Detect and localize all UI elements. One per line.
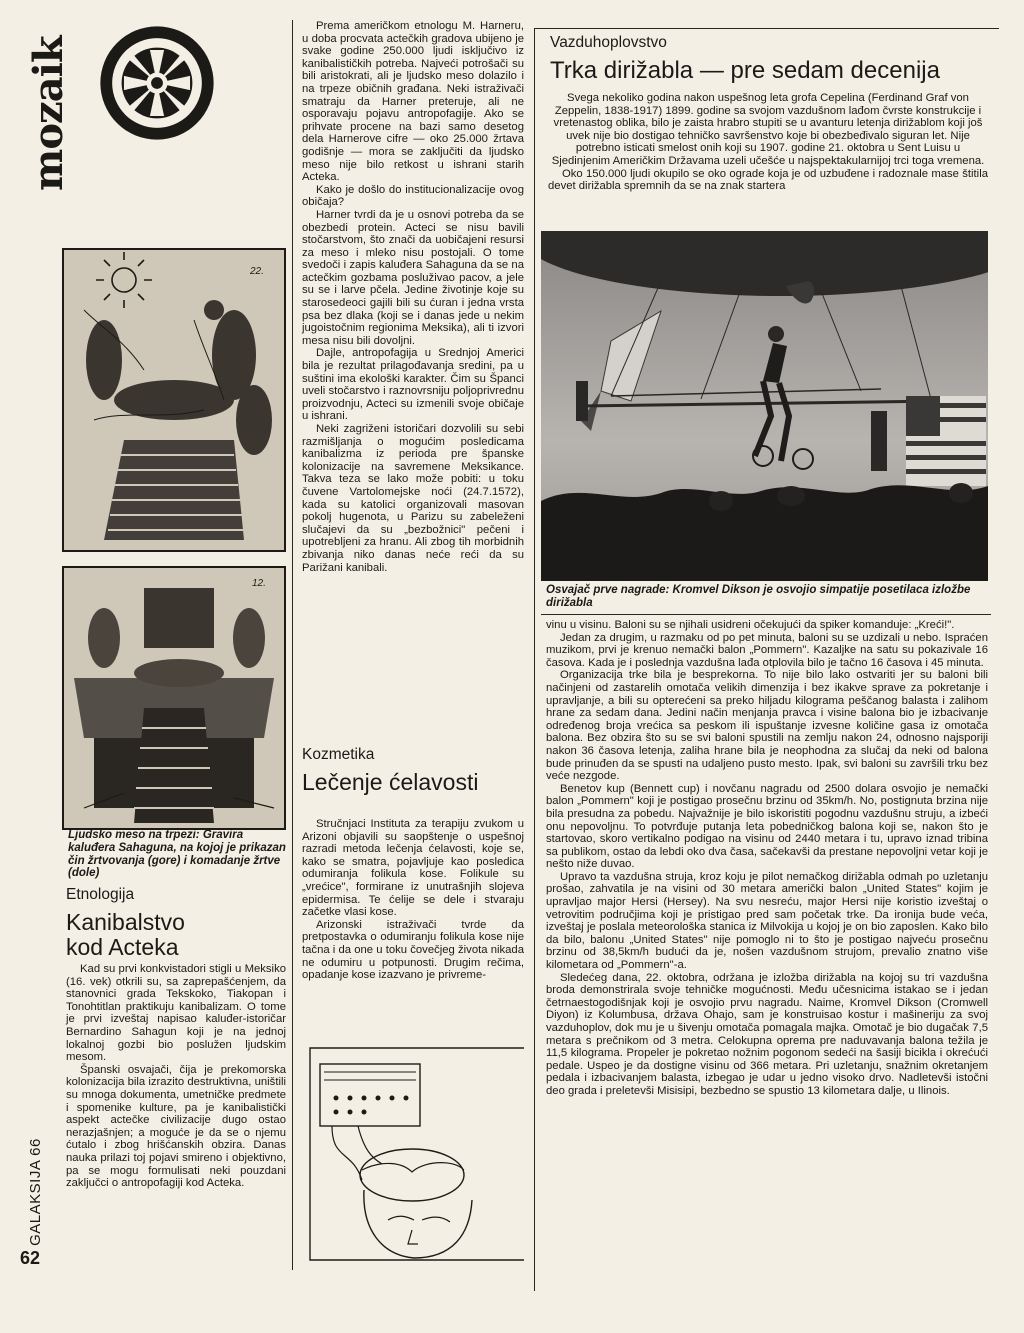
airship-photo-scene — [541, 231, 988, 581]
engraving-top-mark: 22. — [250, 266, 264, 277]
article-title-trka-dirizabla: Trka dirižabla — pre sedam decenija — [550, 57, 940, 84]
section-logo-mozaik: mozaik — [25, 36, 72, 191]
paragraph: Kad su prvi konkvistadori stigli u Meksiko (16. vek) otkrili su, sa zaprepašćenjem, da stanovnici grada Tekskoko, Tiakopan i Tonohtitlan praktikuju kanibalizam. O tome je prvi izveštaj napisao kaluđer-istoričar Bernardino Sahagun koji je na jednoj lokalnoj gozbi bio poslužen ljudskim mesom. — [66, 963, 286, 1064]
publication-name: GALAKSIJA 66 — [27, 1138, 44, 1246]
paragraph: Španski osvajači, čija je prekomorska kolonizacija bila izrazito destruktivna, uništili su mnoga dokumenta, umetničke predmete i spomenike kulture, pa je kanibalistički aspekt actečke civilizacije dugo ostao nerazjašnjen; a moguće je da se o njemu ćutalo i zbog hrišćanskih obzira. Danas nauka prilazi toj pojavi smireno i objektivno, pa se mogu formulisati neki pouzdani zaključci o antropofagiji kod Acteka. — [66, 1063, 286, 1190]
photo-caption: Osvajač prve nagrade: Kromvel Dikson je osvojio simpatije posetilaca izložbe dirižabla — [546, 584, 971, 609]
page-number: 62 — [20, 1248, 41, 1268]
sound-therapy-illustration — [302, 1040, 524, 1270]
celavost-column — [302, 818, 524, 982]
title-line-2: kod Acteka — [66, 934, 179, 960]
paragraph: vinu u visinu. Baloni su se njihali usidreni očekujući da spiker komanduje: „Kreći!". — [546, 619, 955, 631]
lead-paragraph: Svega nekoliko godina nakon uspešnog leta grofa Cepelina (Ferdinand Graf von Zeppelin, 1838-1917) 1899. godine sa svojom vazdušnom lađom čvrste konstrukcije i vretenastog oblika, bilo je zaista hrabro stupiti se u avanturu letenja dirižablom koji još uvek nije bio dostigao tehničko savršenstvo koje bi obezbeđivalo siguran let. Nije potrebno isticati smelost onih koji su 1907. godine 21. oktobra u Sent Luisu u Sjedinjenim Američkim Državama uzeli učešće u najspektakularnijoj trci toga vremena. — [551, 92, 985, 167]
section-label-vazduhoplovstvo: Vazduhoplovstvo — [550, 34, 667, 51]
paragraph: Sledećeg dana, 22. oktobra, održana je izložba dirižabla na kojoj su tri vazdušna broda demonstrirala svoje tehničke mogućnosti. Među učesnicima istakao se i jedan četrnaestogodišnjak koji je osvojio prvu nagradu. Naime, Kromvel Dikson (Cromwell Diyon) iz Kolumbusa, država Ohajo, sam je konstruisao kostur i mašineriju za svoj vazduhoplov, dok mu je u šivenju omotača pomagala majka. Omotač je bio dugačak 7,5 metara s prečnikom od 3 metra. Celokupna oprema pre naduvavanja balona težila je 11,5 kilograma. Propeler je pokretao nožnim pogonom sedeći na šasiji bicikla i okrećući pedale. Uspeo je da dostigne visinu od 366 metara. Pri uzletanju, snažnim okretanjem pedala i izbacivanjem balasta, izbegao je udar u jedno visoko drvo. Nadletevši istočni deo grada i preletevši Misisipi, bezbedno se spustio 13 kilometara dalje, u Ilinois. — [546, 971, 988, 1097]
dismemberment-illustration — [64, 568, 284, 828]
engraving-caption: Ljudsko meso na trpezi: Gravira kaluđera Sahaguna, na kojoj je prikazan čin žrtvovanja (gore) i komadanje žrtve (dole) — [68, 829, 286, 880]
sacrifice-illustration — [64, 250, 284, 550]
article-title-kanibalstvo — [66, 910, 286, 960]
wheel-logo-icon — [98, 24, 216, 142]
title-line-1: Kanibalstvo — [66, 909, 185, 935]
caption-rule — [541, 614, 991, 615]
paragraph: Harner tvrdi da je u osnovi potreba da se obezbedi protein. Acteci se nisu bavili stočarstvom, što znači da uobičajeni resursi za meso i mleko nisu postojali. O tome svedoči i zapis kaluđera Sahaguna da se na actečkim gozbama posluživao pacov, a jele su se i larve pčela. Jedine životinje koje su starosedeoci gajili bili su ćuran i jedna vrsta psa bez dlaka (koji se i danas jede u nekim jugoistočnim regionima Meksika), ali ti izvori mesa nisu bili dovoljni. — [302, 208, 524, 347]
section-label-etnologija: Etnologija — [66, 886, 135, 903]
paragraph: Jedan za drugim, u razmaku od po pet minuta, baloni su se uzdizali u nebo. Ispraćen muzikom, prvi je krenuo nemački balon „Pommern". Kazaljke na satu su pokazivale 16 časova. Kada je i poslednja vazdušna lađa otplovila bilo je tačno 16 časova i 45 minuta. — [546, 631, 988, 669]
dirizabl-body — [546, 619, 988, 1098]
paragraph: Neki zagriženi istoričari dozvolili su sebi razmišljanja o mogućim posledicama kanibalizma iz perioda pre španske kolonizacije na savremene Meksikance. Takva teza se lako može pobiti: u toku čuvene Vartolomejske noći (24.7.1572), kada su katolici organizovali masovan pokolj hugenota, u Parizu su zabeleženi slučajevi da su „bezbožnici" pečeni i upotrebljeni za hranu. Ali zbog tih morbidnih zbivanja niko danas neće reći da su Parižani kanibali. — [302, 423, 524, 574]
kanibalstvo-column-1 — [66, 963, 286, 1190]
paragraph: Upravo ta vazdušna struja, kroz koju je pilot nemačkog dirižabla odmah po uzletanju prošao, zahvatila je na visini od 30 metara američki balon „United States" kojim je upravljao major Hersi (Hersey). Na svu nesreću, major Hersi nije koristio izveštaj o vetrovitim područjima koji je pristigao pred sam početak trke. Da ironija bude veća, izveštaj je poslala meteorološka stanica iz Milvokija u kojoj je on bio zaposlen. Kako bilo da bilo, balonu „United States" nije pomoglo ni to što je postigao najveću prosečnu brzinu od 38,5km/h budući da je, nošen vazdušnom strujom, prevalio znatno više kilometara od „Pommern"-a. — [546, 870, 988, 972]
article-title-celavost: Lečenje ćelavosti — [302, 769, 479, 795]
paragraph: Dajle, antropofagija u Srednjoj Americi bila je rezultat prilagođavanja sredini, pa u suštini ima ekološki karakter. Čim su Španci uveli stočarstvo i raznovrsniju poljoprivrednu proizvodnju, Acteci su izmenili svoje običaje u ishrani. — [302, 347, 524, 423]
kanibalstvo-column-2 — [302, 20, 524, 574]
airship-photo — [541, 231, 988, 581]
paragraph: Prema američkom etnologu M. Harneru, u doba procvata actečkih gradova ubijeno je svake godine 250.000 ljudi isključivo iz kanibalističkih potreba. Najveći potrošači su bili aristokrati, ali je ljudsko meso dolazilo i na trpeze običnih građana. Neki istraživači smatraju da Harner preteruje, ali ne osporavaju pojavu antropofagije. Ako se prihvate procene na bazi samo desetog dela Harnerove cifre — oko 25.000 žrtava godišnje — mora se zaključiti da ljudsko meso nije bilo retkost u ishrani starih Acteka. — [302, 20, 524, 184]
engraving-dismemberment — [62, 566, 286, 830]
paragraph: Kako je došlo do institucionalizacije ovog običaja? — [302, 183, 524, 209]
lead-paragraph-2: Oko 150.000 ljudi okupilo se oko ograde koja je od uzbuđene i radoznale mase štitila devet dirižabla spremnih da se na znak startera — [548, 167, 988, 193]
section-label-kozmetika: Kozmetika — [302, 746, 375, 763]
engraving-bottom-mark: 12. — [252, 578, 266, 589]
paragraph: Stručnjaci Instituta za terapiju zvukom u Arizoni objavili su saopštenje o uspešnoj razradi metoda lečenja ćelavosti, koje se, kako se smatra, pojavljuje kao posledica odumiranja folikula kose. Folikule su „vrećice", formirane iz unutrašnjih slojeva epidermisa. Te ćelije se dele i stvaraju začetke vlasi kose. — [302, 818, 524, 919]
paragraph: Organizacija trke bila je besprekorna. To nije bilo lako ostvariti jer su baloni bili načinjeni od zastarelih omotača velikih dimenzija i bez ikakve sprave za pokretanje i upravljanje, a bili su opterećeni sa preko hiljadu kilograma peščanog balasta i zalihom hrane za sedam dana. Jedini način menjanja pravca i visine balona bio je izbacivanje određenog broja vrećica sa peskom ili ispuštanje izvesne količine gasa iz omotača balona. Bez obzira što su se svi baloni spustili na zemlju nakon 24, odnosno najsporiji nakon 36 časova letenja, zaliha hrane bila je neophodna za slučaj da neki od balona bude prinuđen da se spusti na udaljeno pusto mesto. Ipak, svi baloni su završili trku bez veće nezgode. — [546, 669, 988, 783]
engraving-sacrifice — [62, 248, 286, 552]
paragraph: Arizonski istraživači tvrde da pretpostavka o odumiranju folikula kose nije tačna i da one u toku čovečjeg života nikada ne odumiru u potpunosti. Drugim rečima, opadanje kose izazvano je privreme- — [302, 918, 524, 982]
paragraph: Benetov kup (Bennett cup) i novčanu nagradu od 2500 dolara osvojio je nemački balon „Pommern" koji je postigao prosečnu brzinu od 35km/h. No, postignuta brzina nije bila presudna za pobedu. Najvažnije je bilo iskoristiti pogodnu vazdušnu struju, a izbeći onu nepovoljnu. To potvrđuje putanja leta pobedničkog balona koji se, nakon što je startovao, skoro vertikalno podigao na visinu od 2440 metara i tu, upravo iznad tribina sa publikom, ostao da lebdi oko dva časa, sačekavši da prestane nepovoljni vetar koji je nešto niže duvao. — [546, 782, 988, 871]
column-rule — [292, 20, 293, 1270]
dirizabl-lead — [548, 92, 988, 193]
